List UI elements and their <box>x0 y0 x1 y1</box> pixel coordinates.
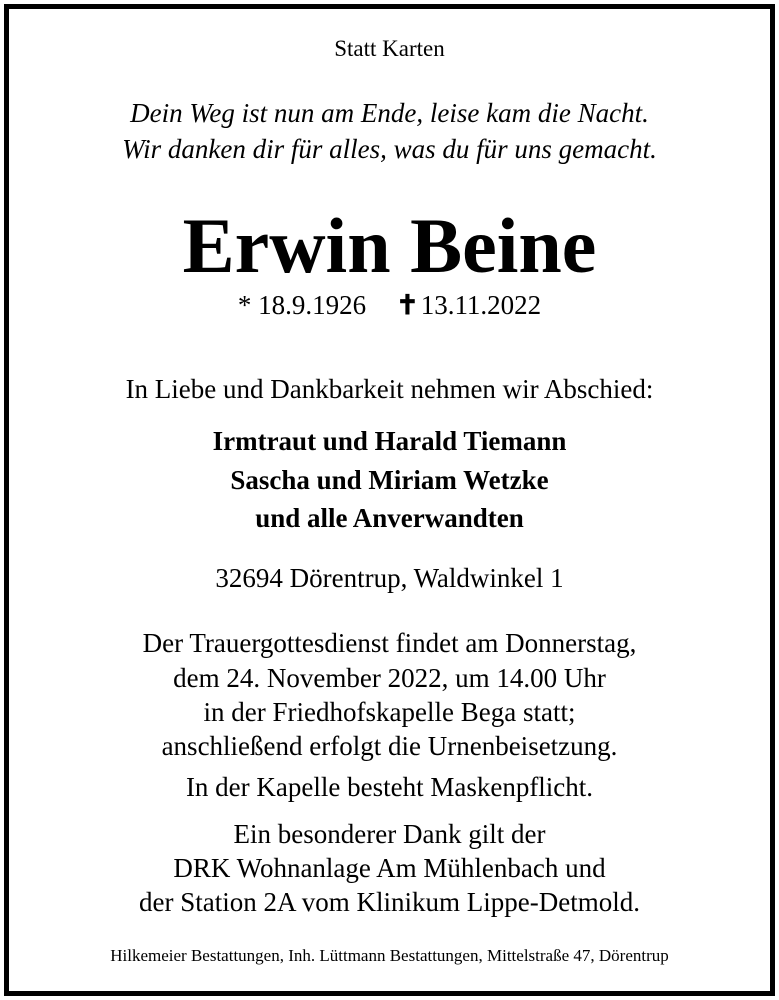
mourner-line: und alle Anverwandten <box>255 503 524 533</box>
birth-date: * 18.9.1926 <box>237 290 367 320</box>
header-statt-karten: Statt Karten <box>334 36 445 61</box>
death-date: 13.11.2022 <box>420 290 542 320</box>
mourner-address: 32694 Dörentrup, Waldwinkel 1 <box>215 563 564 593</box>
service-info-line: in der Friedhofskapelle Bega statt; <box>203 697 576 727</box>
cross-icon: ✝ <box>396 290 419 320</box>
mourner-line: Irmtraut und Harald Tiemann <box>212 426 567 456</box>
thanks-line: DRK Wohnanlage Am Mühlenbach und <box>173 853 606 883</box>
verse-line-1: Dein Weg ist nun am Ende, leise kam die Nacht. <box>130 98 649 128</box>
mask-notice: In der Kapelle besteht Maskenpflicht. <box>185 772 594 802</box>
service-info-line: Der Trauergottesdienst findet am Donnerstag, <box>142 628 637 658</box>
life-dates <box>0 292 779 319</box>
mourner-line: Sascha und Miriam Wetzke <box>230 465 549 495</box>
funeral-home-footer: Hilkemeier Bestattungen, Inh. Lüttmann Bestattungen, Mittelstraße 47, Dörentrup <box>110 946 669 965</box>
service-info-line: dem 24. November 2022, um 14.00 Uhr <box>173 663 606 693</box>
service-info-line: anschließend erfolgt die Urnenbeisetzung. <box>161 731 618 761</box>
thanks-line: Ein besonderer Dank gilt der <box>233 819 546 849</box>
deceased-name: Erwin Beine <box>182 202 597 289</box>
verse-line-2: Wir danken dir für alles, was du für uns gemacht. <box>122 134 657 164</box>
thanks-line: der Station 2A vom Klinikum Lippe-Detmold. <box>139 887 640 917</box>
farewell-intro: In Liebe und Dankbarkeit nehmen wir Abschied: <box>125 374 654 404</box>
